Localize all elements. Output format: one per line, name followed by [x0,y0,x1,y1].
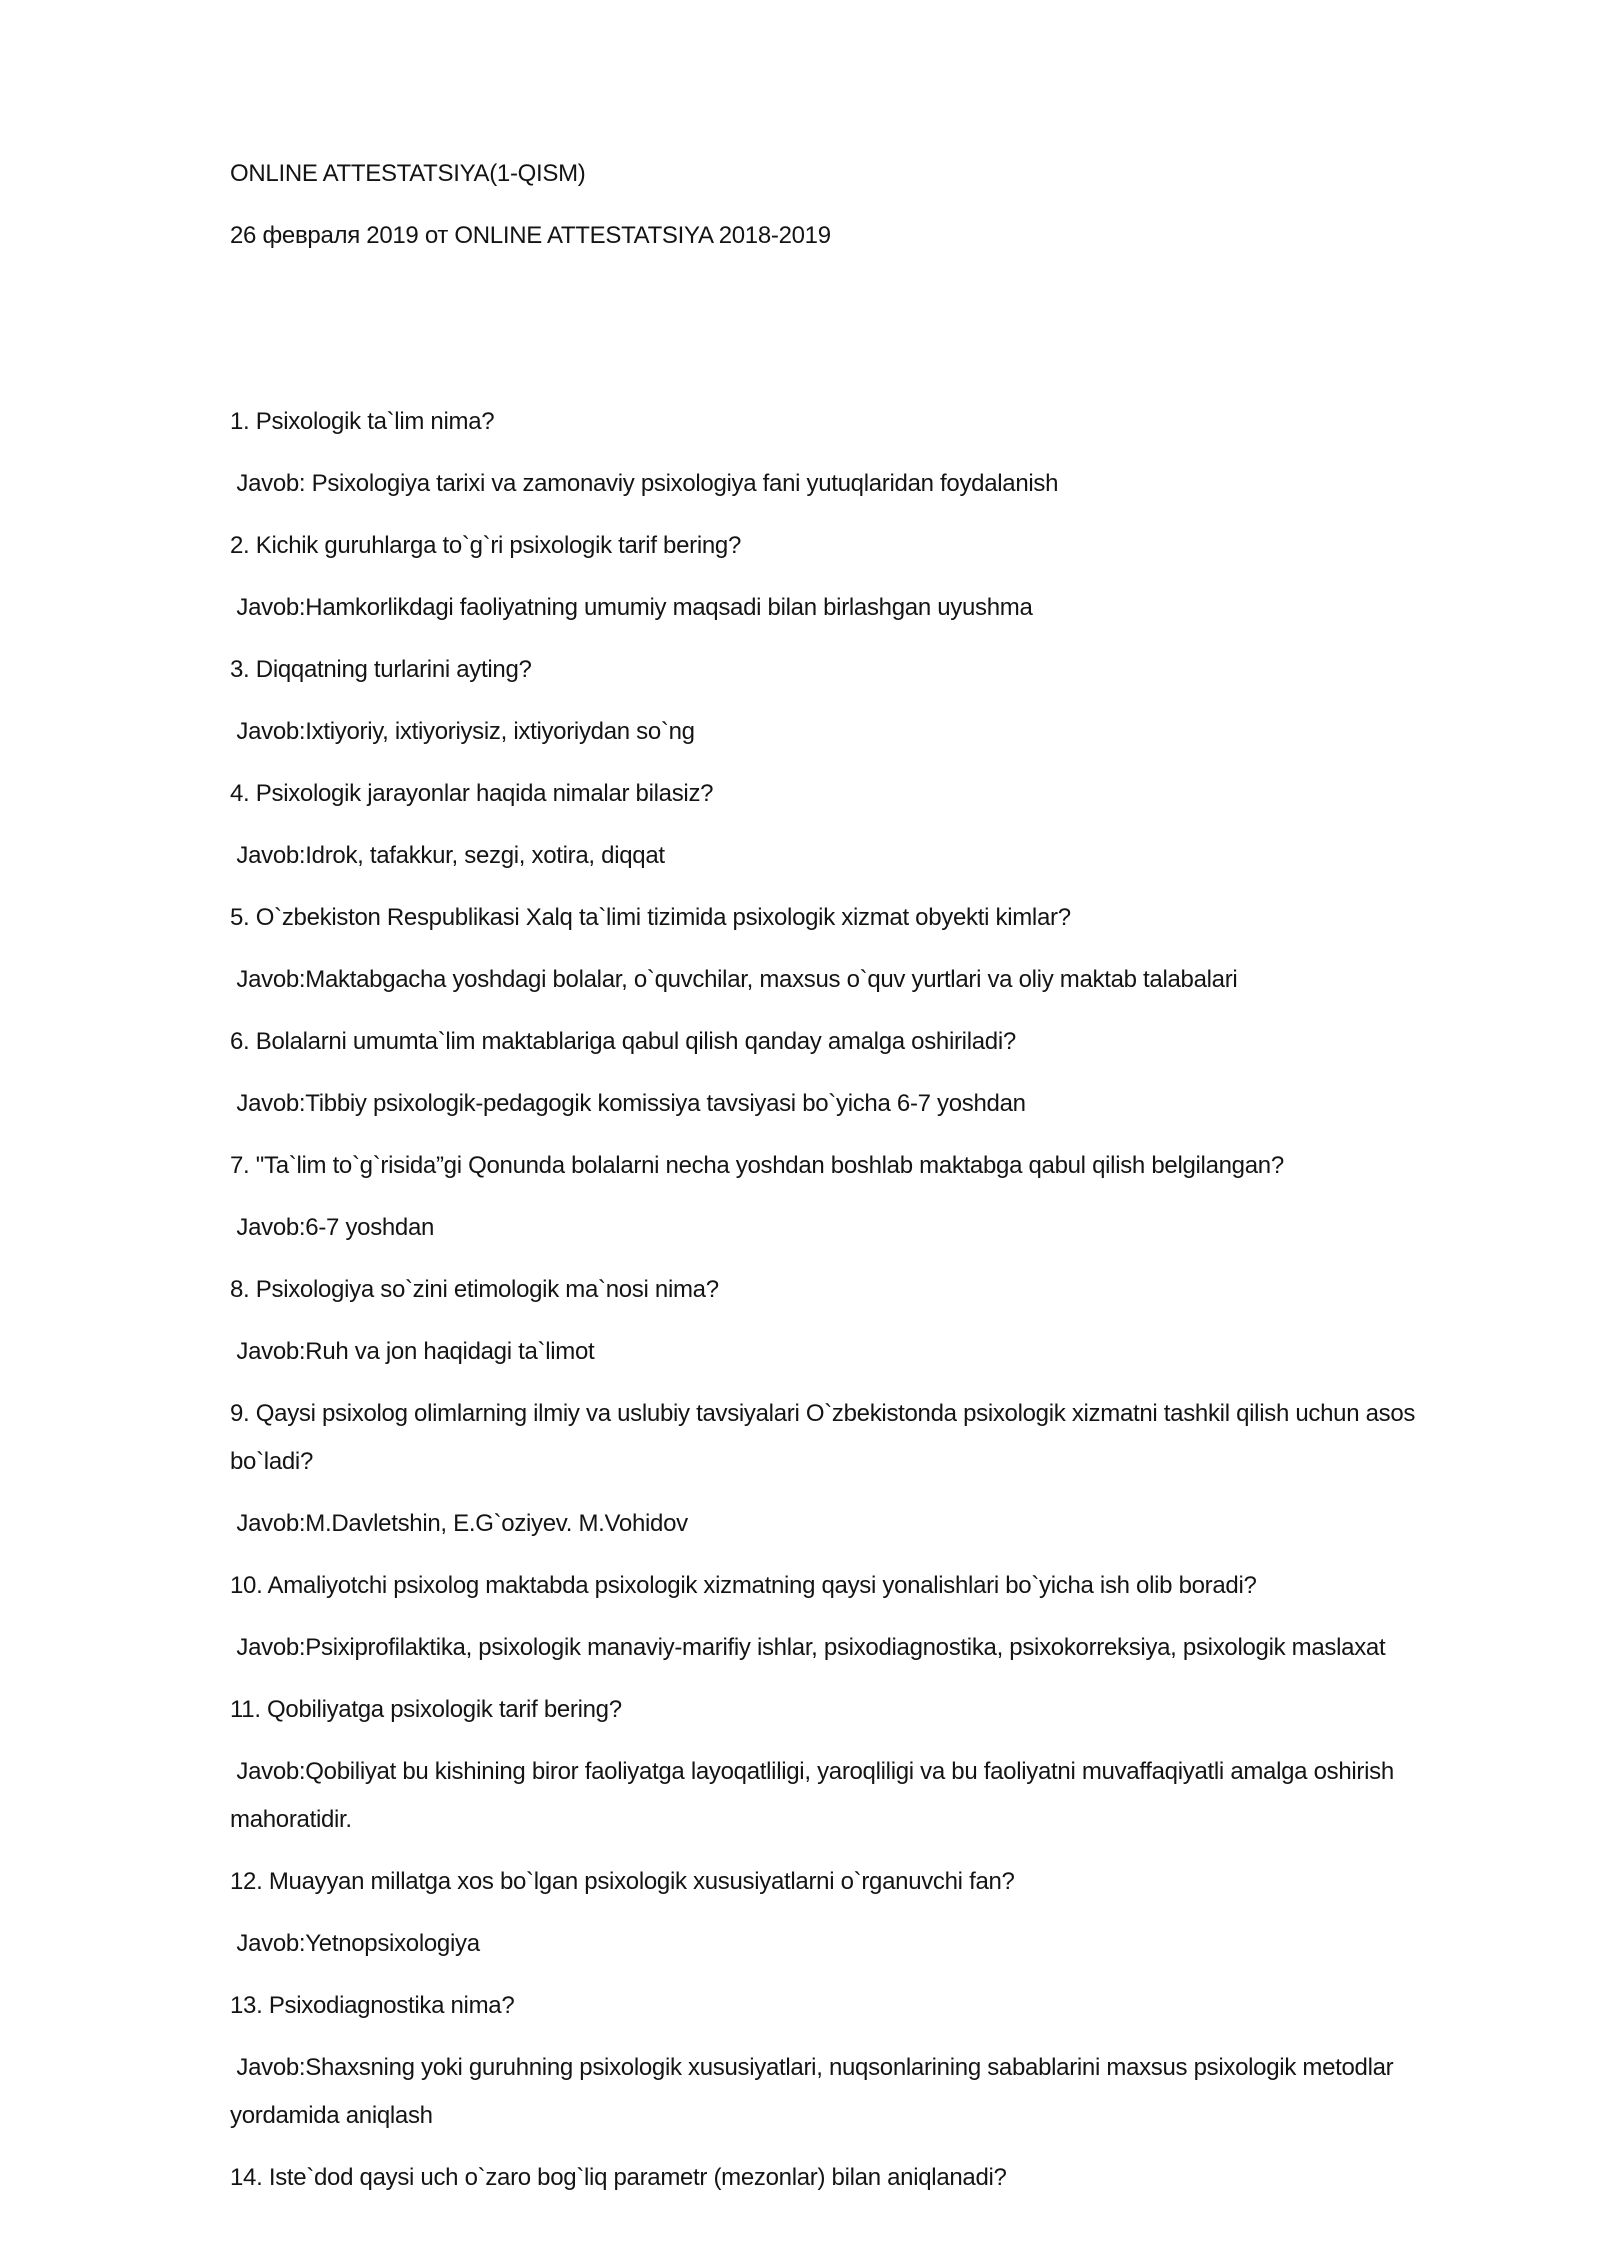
blank-line [230,274,1480,336]
qa-block [230,646,1480,756]
qa-block [230,1858,1480,1968]
qa-block [230,1686,1480,1844]
answer-text: Javob:Idrok, tafakkur, sezgi, xotira, diqqat [230,842,665,869]
qa-block [230,398,1480,508]
qa-block [230,1142,1480,1252]
answer-text: Javob:Ixtiyoriy, ixtiyoriysiz, ixtiyoriydan so`ng [230,718,695,745]
question-text: 8. Psixologiya so`zini etimologik ma`nosi nima? [230,1276,719,1303]
question-text: 4. Psixologik jarayonlar haqida nimalar bilasiz? [230,780,714,807]
document-date-line: 26 февраля 2019 от ONLINE ATTESTATSIYA 2018-2019 [230,222,831,249]
question-text: 10. Amaliyotchi psixolog maktabda psixologik xizmatning qaysi yonalishlari bo`yicha ish olib boradi? [230,1572,1257,1599]
answer-text: Javob:Shaxsning yoki guruhning psixologik xususiyatlari, nuqsonlarining sabablarini maxsus psixologik metodlar yordamida aniqlash [230,2054,1400,2129]
question-text: 11. Qobiliyatga psixologik tarif bering? [230,1696,622,1723]
qa-block [230,522,1480,632]
answer-text: Javob:Qobiliyat bu kishining biror faoliyatga layoqatliligi, yaroqliligi va bu faoliyatni muvaffaqiyatli amalga oshirish mahoratidir. [230,1758,1401,1833]
qa-block [230,894,1480,1004]
answer-text: Javob: Psixologiya tarixi va zamonaviy psixologiya fani yutuqlaridan foydalanish [230,470,1059,497]
qa-block [230,1982,1480,2140]
question-text: 7. "Ta`lim to`g`risida”gi Qonunda bolalarni necha yoshdan boshlab maktabga qabul qilish belgilangan? [230,1152,1284,1179]
answer-text: Javob:Hamkorlikdagi faoliyatning umumiy maqsadi bilan birlashgan uyushma [230,594,1033,621]
question-text: 12. Muayyan millatga xos bo`lgan psixologik xususiyatlarni o`rganuvchi fan? [230,1868,1015,1895]
question-text: 1. Psixologik ta`lim nima? [230,408,495,435]
question-text: 3. Diqqatning turlarini ayting? [230,656,532,683]
answer-text: Javob:Ruh va jon haqidagi ta`limot [230,1338,595,1365]
question-text: 5. O`zbekiston Respublikasi Xalq ta`limi tizimida psixologik xizmat obyekti kimlar? [230,904,1071,931]
question-text: 13. Psixodiagnostika nima? [230,1992,515,2019]
question-text: 9. Qaysi psixolog olimlarning ilmiy va uslubiy tavsiyalari O`zbekistonda psixologik xizmatni tashkil qilish uchun asos bo`ladi? [230,1400,1422,1475]
qa-block [230,1266,1480,1376]
answer-text: Javob:Psixiprofilaktika, psixologik manaviy-marifiy ishlar, psixodiagnostika, psixokorreksiya, psixologik maslaxat [230,1634,1386,1661]
qa-block [230,2154,1480,2202]
qa-block [230,1390,1480,1548]
answer-text: Javob:Maktabgacha yoshdagi bolalar, o`quvchilar, maxsus o`quv yurtlari va oliy maktab talabalari [230,966,1238,993]
answer-text: Javob:Yetnopsixologiya [230,1930,480,1957]
answer-text: Javob:6-7 yoshdan [230,1214,435,1241]
answer-text: Javob:M.Davletshin, E.G`oziyev. M.Vohidov [230,1510,688,1537]
document-title: ONLINE ATTESTATSIYA(1-QISM) [230,160,586,187]
answer-text: Javob:Tibbiy psixologik-pedagogik komissiya tavsiyasi bo`yicha 6-7 yoshdan [230,1090,1026,1117]
qa-block [230,1562,1480,1672]
blank-line [230,336,1480,398]
question-text: 6. Bolalarni umumta`lim maktablariga qabul qilish qanday amalga oshiriladi? [230,1028,1016,1055]
question-text: 14. Iste`dod qaysi uch o`zaro bog`liq parametr (mezonlar) bilan aniqlanadi? [230,2164,1007,2191]
qa-block [230,770,1480,880]
question-text: 2. Kichik guruhlarga to`g`ri psixologik tarif bering? [230,532,742,559]
qa-block [230,1018,1480,1128]
